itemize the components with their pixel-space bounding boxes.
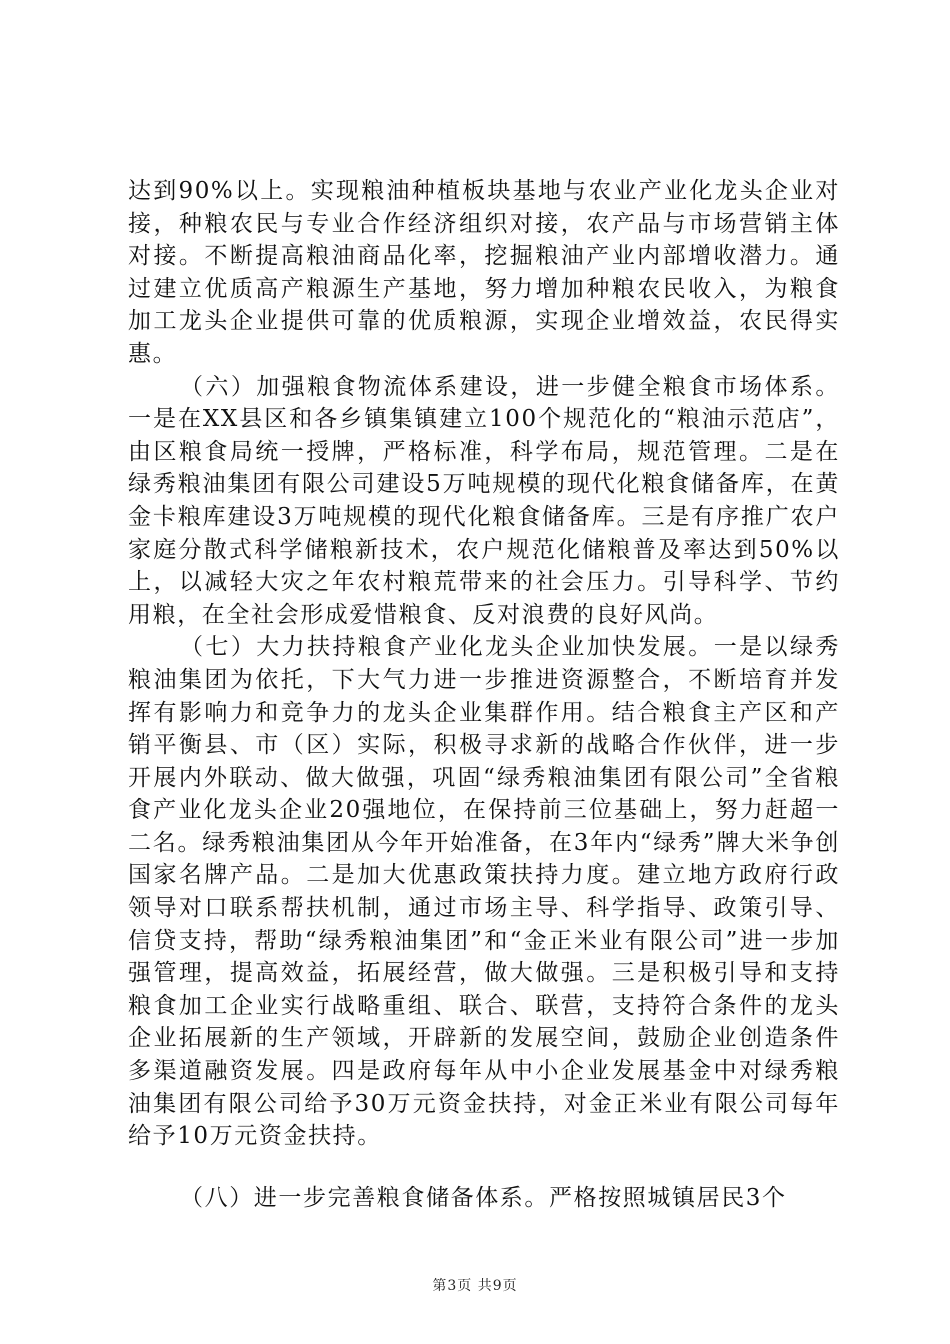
- paragraph-section-8: （八）进一步完善粮食储备体系。严格按照城镇居民3个: [180, 1184, 787, 1211]
- document-body: [128, 175, 840, 1214]
- page-number-footer: 第3页 共9页: [432, 1278, 518, 1294]
- paragraph-section-6: （六）加强粮食物流体系建设，进一步健全粮食市场体系。一是在XX县区和各乡镇集镇建立100个规范化的“粮油示范店”，由区粮食局统一授牌，严格标准，科学布局，规范管理。二是在绿秀粮油集团有限公司建设5万吨规模的现代化粮食储备库，在黄金卡粮库建设3万吨规模的现代化粮食储备库。三是有序推广农户家庭分散式科学储粮新技术，农户规范化储粮普及率达到50%以上，以减轻大灾之年农村粮荒带来的社会压力。引导科学、节约用粮，在全社会形成爱惜粮食、反对浪费的良好风尚。: [128, 373, 840, 628]
- paragraph-section-7: （七）大力扶持粮食产业化龙头企业加快发展。一是以绿秀粮油集团为依托，下大气力进一步推进资源整合，不断培育并发挥有影响力和竞争力的龙头企业集群作用。结合粮食主产区和产销平衡县、市（区）实际，积极寻求新的战略合作伙伴，进一步开展内外联动、做大做强，巩固“绿秀粮油集团有限公司”全省粮食产业化龙头企业20强地位，在保持前三位基础上，努力赶超一二名。绿秀粮油集团从今年开始准备，在3年内“绿秀”牌大米争创国家名牌产品。二是加大优惠政策扶持力度。建立地方政府行政领导对口联系帮扶机制，通过市场主导、科学指导、政策引导、信贷支持，帮助“绿秀粮油集团”和“金正米业有限公司”进一步加强管理，提高效益，拓展经营，做大做强。三是积极引导和支持粮食加工企业实行战略重组、联合、联营，支持符合条件的龙头企业拓展新的生产领域，开辟新的发展空间，鼓励企业创造条件多渠道融资发展。四是政府每年从中小企业发展基金中对绿秀粮油集团有限公司给予30万元资金扶持，对金正米业有限公司每年给予10万元资金扶持。: [128, 634, 840, 1150]
- paragraph-continuation: 达到90%以上。实现粮油种植板块基地与农业产业化龙头企业对接，种粮农民与专业合作经济组织对接，农产品与市场营销主体对接。不断提高粮油商品化率，挖掘粮油产业内部增收潜力。通过建立优质高产粮源生产基地，努力增加种粮农民收入，为粮食加工龙头企业提供可靠的优质粮源，实现企业增效益，农民得实惠。: [128, 178, 840, 367]
